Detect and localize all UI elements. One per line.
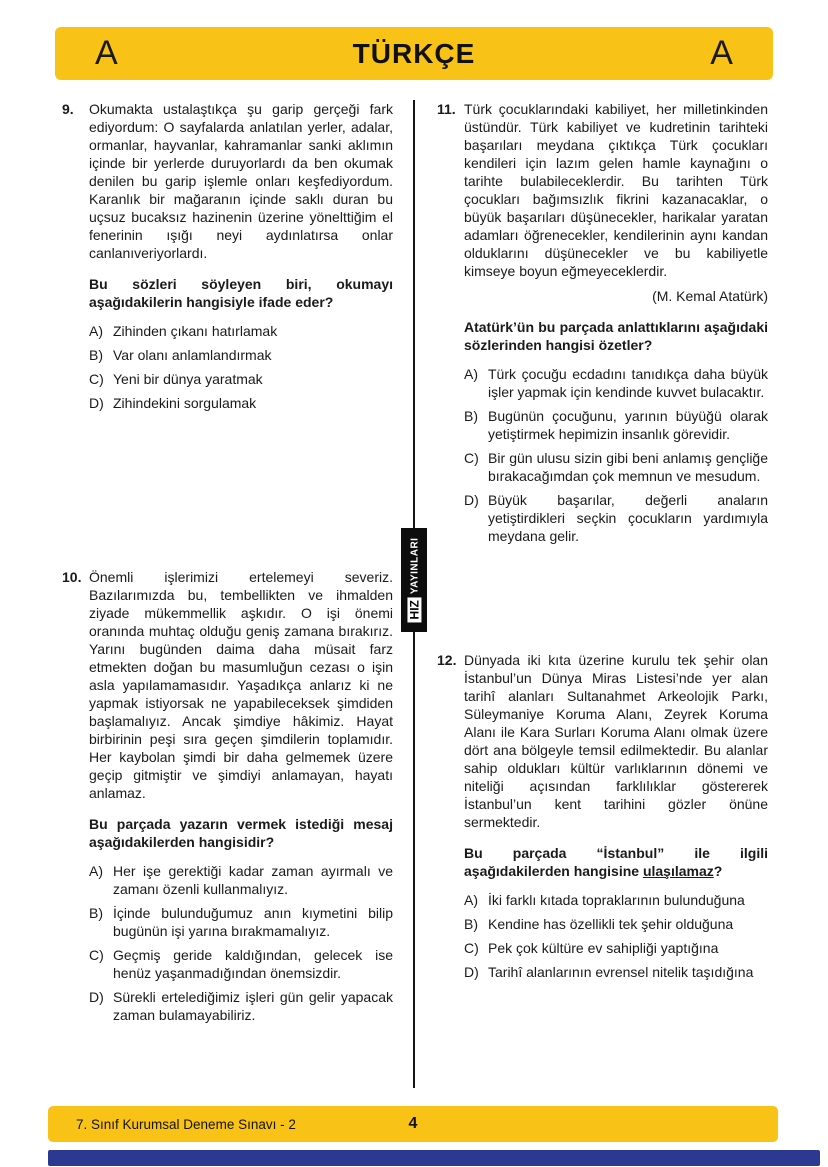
option-label: B) <box>464 408 478 424</box>
option-label: D) <box>89 395 104 411</box>
stem-underlined-word: ulaşılamaz <box>642 863 714 879</box>
option-d <box>464 491 768 545</box>
question-body <box>464 100 768 551</box>
question-passage: Dünyada iki kıta üzerine kurulu tek şehir olan İstanbul’un Dünya Miras Listesi’nde yer alan tarihî alanları Sultanahmet Arkeolojik Parkı, Süleymaniye Koruma Alanı, Zeyrek Koruma Alanı ile Kara Surları Koruma Alanı olmak üzere dört ana bölgeyle temsil edilmektedir. Bu alanlar sahip oldukları kültür varlıklarının dönemi ve niteliği açısından farklılıklar göstererek İstanbul’un kent tarihini gözler önüne sermektedir. <box>464 652 768 830</box>
option-text: Her işe gerektiği kadar zaman ayırmalı ve zamanı özenli kullanmalıyız. <box>113 863 393 897</box>
question-stem: Bu parçada yazarın vermek istediği mesaj aşağıdakilerden hangisidir? <box>89 816 393 850</box>
question-number: 11. <box>437 101 456 117</box>
subject-title: TÜRKÇE <box>352 37 476 69</box>
publisher-logo-hiz: HIZ <box>407 597 421 622</box>
option-label: A) <box>89 323 103 339</box>
publisher-logo <box>401 528 427 632</box>
option-label: A) <box>464 366 478 382</box>
options-list <box>464 365 768 545</box>
option-label: C) <box>89 947 104 963</box>
left-column <box>62 100 415 1088</box>
option-text: Bugünün çocuğunu, yarının büyüğü olarak yetiştirmek hepimizin insanlık görevidir. <box>488 408 768 442</box>
question-12 <box>437 651 768 987</box>
option-label: D) <box>464 492 479 508</box>
question-stem: Atatürk’ün bu parçada anlattıklarını aşağıdaki sözlerinden hangisi özetler? <box>464 319 768 353</box>
option-d <box>89 988 393 1024</box>
passage-attribution: (M. Kemal Atatürk) <box>652 288 768 304</box>
stem-text: ? <box>713 863 723 879</box>
question-number: 9. <box>62 101 74 117</box>
option-label: B) <box>89 905 103 921</box>
option-a <box>464 365 768 401</box>
option-text: Var olanı anlamlandırmak <box>113 347 272 363</box>
option-c <box>89 370 393 388</box>
header-banner <box>55 27 773 80</box>
question-body <box>89 100 393 418</box>
option-text: Tarihî alanlarının evrensel nitelik taşıdığına <box>488 964 754 980</box>
page-number: 4 <box>408 1115 418 1132</box>
option-label: A) <box>464 892 478 908</box>
option-b <box>464 407 768 443</box>
options-list <box>464 891 768 981</box>
option-label: C) <box>89 371 104 387</box>
option-b <box>89 904 393 940</box>
publisher-logo-text <box>407 538 421 623</box>
option-text: Zihindekini sorgulamak <box>113 395 257 411</box>
option-text: Geçmiş geride kaldığından, gelecek ise henüz yaşanmadığından önemsizdir. <box>113 947 393 981</box>
option-text: Büyük başarılar, değerli anaların yetiştirdikleri seçkin çocukların yardımıyla meydana gelir. <box>488 492 768 544</box>
question-stem: Bu sözleri söyleyen biri, okumayı aşağıdakilerin hangisiyle ifade eder? <box>89 276 393 310</box>
option-text: Pek çok kültüre ev sahipliği yaptığına <box>488 940 719 956</box>
option-text: Yeni bir dünya yaratmak <box>113 371 263 387</box>
option-d <box>89 394 393 412</box>
question-number: 12. <box>437 652 457 668</box>
option-a <box>464 891 768 909</box>
option-b <box>464 915 768 933</box>
option-d <box>464 963 768 981</box>
option-text: Kendine has özellikli tek şehir olduğuna <box>488 916 734 932</box>
option-label: D) <box>464 964 479 980</box>
stem-text: Bu parçada “İstanbul” ile ilgili aşağıdakilerden hangisine <box>464 845 768 879</box>
option-text: Sürekli ertelediğimiz işleri gün gelir yapacak zaman bulamayabiliriz. <box>113 989 393 1023</box>
option-label: A) <box>89 863 103 879</box>
question-10 <box>62 568 393 1030</box>
question-9 <box>62 100 393 418</box>
options-list <box>89 322 393 412</box>
option-label: C) <box>464 940 479 956</box>
option-b <box>89 346 393 364</box>
option-text: İçinde bulunduğumuz anın kıymetini bilip bugünün işi yarına bırakmamalıyız. <box>113 905 393 939</box>
option-c <box>464 449 768 485</box>
options-list <box>89 862 393 1024</box>
option-label: C) <box>464 450 479 466</box>
footer-exam-label: 7. Sınıf Kurumsal Deneme Sınavı - 2 <box>76 1116 296 1132</box>
question-stem <box>464 844 768 880</box>
bottom-blue-bar <box>48 1150 820 1166</box>
option-c <box>464 939 768 957</box>
question-11 <box>437 100 768 551</box>
booklet-letter-right: A <box>710 34 733 72</box>
option-text: Türk çocuğu ecdadını tanıdıkça daha büyük işler yapmak için kendinde kuvvet bulacaktır. <box>488 366 768 400</box>
question-passage: Önemli işlerimizi ertelemeyi severiz. Bazılarımızda bu, tembellikten ve ihmalden ziyade mükemmellik aşkıdır. O işi önemi oranında muhtaç olduğu geniş zamana bırakırız. Yarını bugünden daima daha müsait farz etmekten doğan bu masumluğun cezası o işin asla yapılamamasıdır. Yaşadıkça anlarız ki ne yapmak istiyorsak ne yapabileceksek şimdiden başlamalıyız. Ancak şimdiye hâkimiz. Hayat birbirinin peşi sıra geçen şimdilerin toplamıdır. Her kaybolan şimdi bir daha gelmemek üzere geçip gitmiştir ve şimdiyi anlamayan, hayatı anlamaz. <box>89 569 393 801</box>
footer-banner <box>48 1106 778 1142</box>
option-c <box>89 946 393 982</box>
publisher-logo-yayinlari: YAYINLARI <box>408 537 420 595</box>
option-a <box>89 322 393 340</box>
option-text: Bir gün ulusu sizin gibi beni anlamış gençliğe bırakacağımdan çok memnun ve mesudum. <box>488 450 768 484</box>
option-text: Zihinden çıkanı hatırlamak <box>113 323 278 339</box>
question-body <box>464 651 768 987</box>
option-label: B) <box>464 916 478 932</box>
option-text: İki farklı kıtada topraklarının bulunduğuna <box>488 892 745 908</box>
question-passage: Türk çocuklarındaki kabiliyet, her milletinkinden üstündür. Türk kabiliyet ve kudretinin tarihteki başarıları meydana çıktıkça Türk çocukları kendileri için lazım gelen hamle kaynağını o tarihte bulabileceklerdir. Bu tarihten Türk çocukları bağımsızlık fikrini kazanacaklar, o büyük başarıları düşünecekler, harikalar yaratan adamları öğrenecekler, kendilerinin aynı kandan olduklarını düşünecekler ve bu kabiliyetle kimseye boyun eğmeyeceklerdir. <box>464 101 768 279</box>
question-passage: Okumakta ustalaştıkça şu garip gerçeği fark ediyordum: O sayfalarda anlatılan yerler, adalar, ormanlar, hayvanlar, kahramanlar sanki aklımın içinde bir yerlerde duruyorlardı da ben okumak denilen bu garip işlemle onları keşfediyordum. Karanlık bir mağaranın içinde saklı duran bu uçsuz bucaksız hazinenin üzerine yönelttiğim el fenerinin ışığı neyi aydınlatırsa onlar canlanıveriyorlardı. <box>89 101 393 261</box>
right-column <box>415 100 768 1088</box>
question-number: 10. <box>62 569 82 585</box>
question-body <box>89 568 393 1030</box>
booklet-letter-left: A <box>95 34 118 72</box>
option-label: D) <box>89 989 104 1005</box>
option-label: B) <box>89 347 103 363</box>
option-a <box>89 862 393 898</box>
